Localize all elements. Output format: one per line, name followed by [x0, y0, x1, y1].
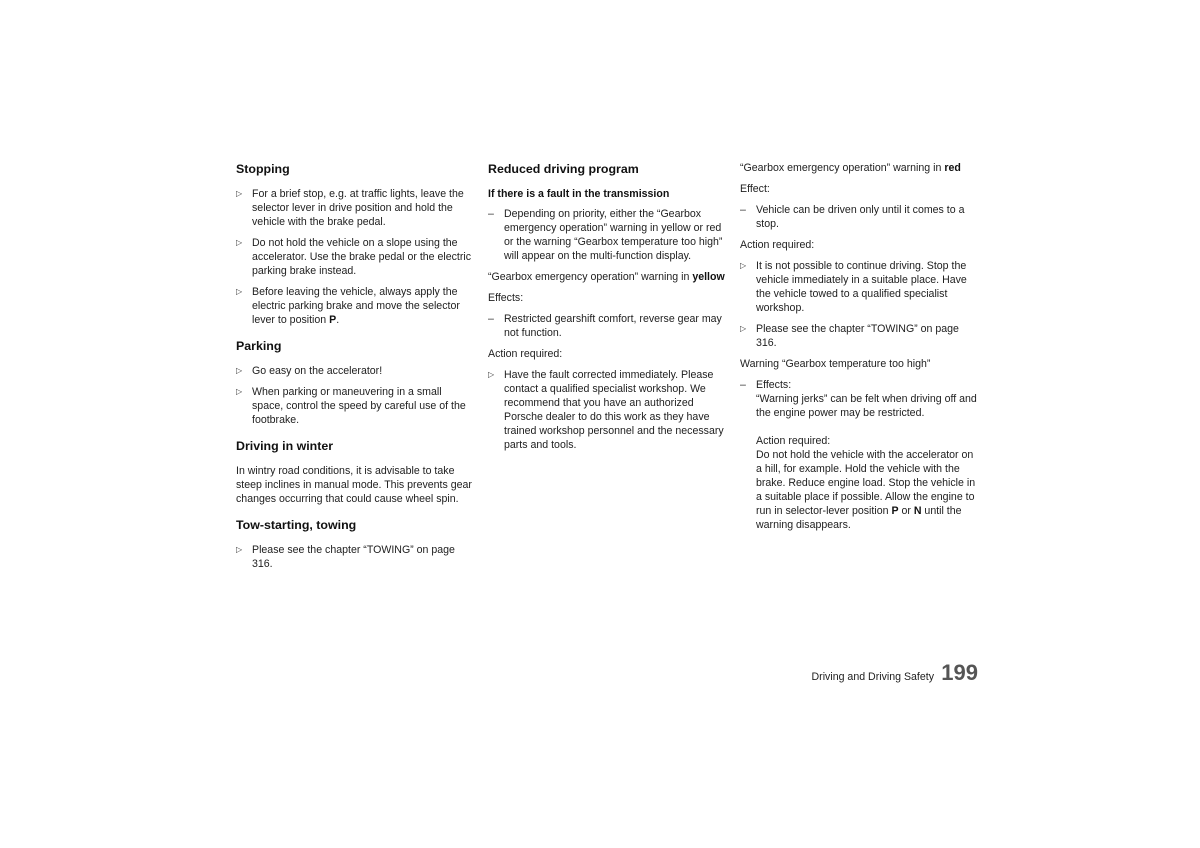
- red-word: red: [944, 162, 961, 174]
- column-3: [740, 161, 980, 539]
- item-end: .: [336, 314, 340, 326]
- effect-label: Effect:: [740, 183, 770, 195]
- list-item: [236, 187, 472, 229]
- heading-stopping: Stopping: [236, 162, 290, 176]
- item-text: Before leaving the vehicle, always apply the electric parking brake and move the selector lever to position: [252, 286, 460, 326]
- column-2: [488, 161, 726, 459]
- item-text: Do not hold the vehicle on a slope using the accelerator. Use the brake pedal or the electric parking brake instead.: [252, 237, 472, 277]
- item-text: Please see the chapter “TOWING” on page 316.: [252, 544, 455, 570]
- triangle-bullet-icon: ▷: [236, 238, 243, 247]
- triangle-bullet-icon: ▷: [236, 189, 243, 198]
- item-text: Depending on priority, either the “Gearbox emergency operation” warning in yellow or red or the warning “Gearbox temperature too high” will appear on the multi-function display.: [504, 208, 723, 262]
- gear-position-p: P: [891, 505, 899, 517]
- list-item: [488, 207, 726, 263]
- action-text: Do not hold the vehicle with the accelerator on a hill, for example. Hold the vehicle with the brake. Reduce engine load. Stop the vehicle in a suitable place if possible. Allow the engine to run in selector-lever position P or N until the warning disappears.: [756, 449, 976, 531]
- triangle-bullet-icon: ▷: [488, 370, 495, 379]
- list-item: [740, 378, 980, 532]
- list-item: [740, 203, 980, 231]
- triangle-bullet-icon: ▷: [236, 545, 243, 554]
- heading-winter: Driving in winter: [236, 439, 334, 453]
- gear-position-n: N: [913, 505, 922, 517]
- triangle-bullet-icon: ▷: [236, 387, 243, 396]
- section-title: Driving and Driving Safety: [811, 671, 934, 683]
- item-text: It is not possible to continue driving. Stop the vehicle immediately in a suitable place. Have the vehicle towed to a qualified specialist workshop.: [756, 260, 967, 314]
- subheading-fault: If there is a fault in the transmission: [488, 188, 670, 200]
- dash-bullet-icon: –: [488, 313, 494, 325]
- item-text: Restricted gearshift comfort, reverse gear may not function.: [504, 313, 722, 339]
- item-text: For a brief stop, e.g. at traffic lights, leave the selector lever in drive position and hold the vehicle with the brake pedal.: [252, 188, 464, 228]
- page-footer: [806, 660, 982, 690]
- list-item: [236, 236, 472, 278]
- list-item: [236, 364, 472, 378]
- action-label: Action required:: [740, 239, 815, 251]
- list-item: [740, 259, 980, 315]
- paragraph-winter: In wintry road conditions, it is advisable to take steep inclines in manual mode. This prevents gear changes occurring that could cause wheel spin.: [236, 465, 472, 505]
- list-item: [740, 322, 980, 350]
- effects-label: Effects:: [756, 379, 792, 391]
- list-item: [488, 312, 726, 340]
- effects-label: Effects:: [488, 292, 524, 304]
- list-item: [236, 385, 472, 427]
- dash-bullet-icon: –: [488, 208, 494, 220]
- triangle-bullet-icon: ▷: [740, 324, 747, 333]
- warning-temp-label: Warning “Gearbox temperature too high”: [740, 358, 931, 370]
- item-text: When parking or maneuvering in a small space, control the speed by careful use of the footbrake.: [252, 386, 466, 426]
- warning-yellow-label: “Gearbox emergency operation” warning in yellow: [488, 271, 725, 283]
- item-text: Go easy on the accelerator!: [252, 365, 383, 377]
- triangle-bullet-icon: ▷: [236, 287, 243, 296]
- yellow-word: yellow: [692, 271, 725, 283]
- heading-parking: Parking: [236, 339, 282, 353]
- triangle-bullet-icon: ▷: [740, 261, 747, 270]
- page-number: 199: [941, 660, 978, 685]
- action-label: Action required:: [488, 348, 563, 360]
- dash-bullet-icon: –: [740, 204, 746, 216]
- gear-position-p: P: [329, 314, 337, 326]
- dash-bullet-icon: –: [740, 379, 746, 391]
- list-item: [488, 368, 726, 452]
- effects-text: “Warning jerks” can be felt when driving off and the engine power may be restricted.: [756, 393, 977, 419]
- item-text: Vehicle can be driven only until it comes to a stop.: [756, 204, 965, 230]
- triangle-bullet-icon: ▷: [236, 366, 243, 375]
- heading-reduced-program: Reduced driving program: [488, 162, 639, 176]
- warning-red-label: “Gearbox emergency operation” warning in red: [740, 162, 961, 174]
- heading-towing: Tow-starting, towing: [236, 518, 357, 532]
- item-text: Please see the chapter “TOWING” on page 316.: [756, 323, 959, 349]
- list-item: [236, 285, 472, 327]
- list-item: [236, 543, 472, 571]
- column-1: [236, 161, 472, 578]
- action-label: Action required:: [756, 435, 831, 447]
- item-text: Have the fault corrected immediately. Please contact a qualified specialist workshop. We recommend that you have an authorized Porsche dealer to do this work as they have trained workshop personnel and the necessary parts and tools.: [504, 369, 724, 451]
